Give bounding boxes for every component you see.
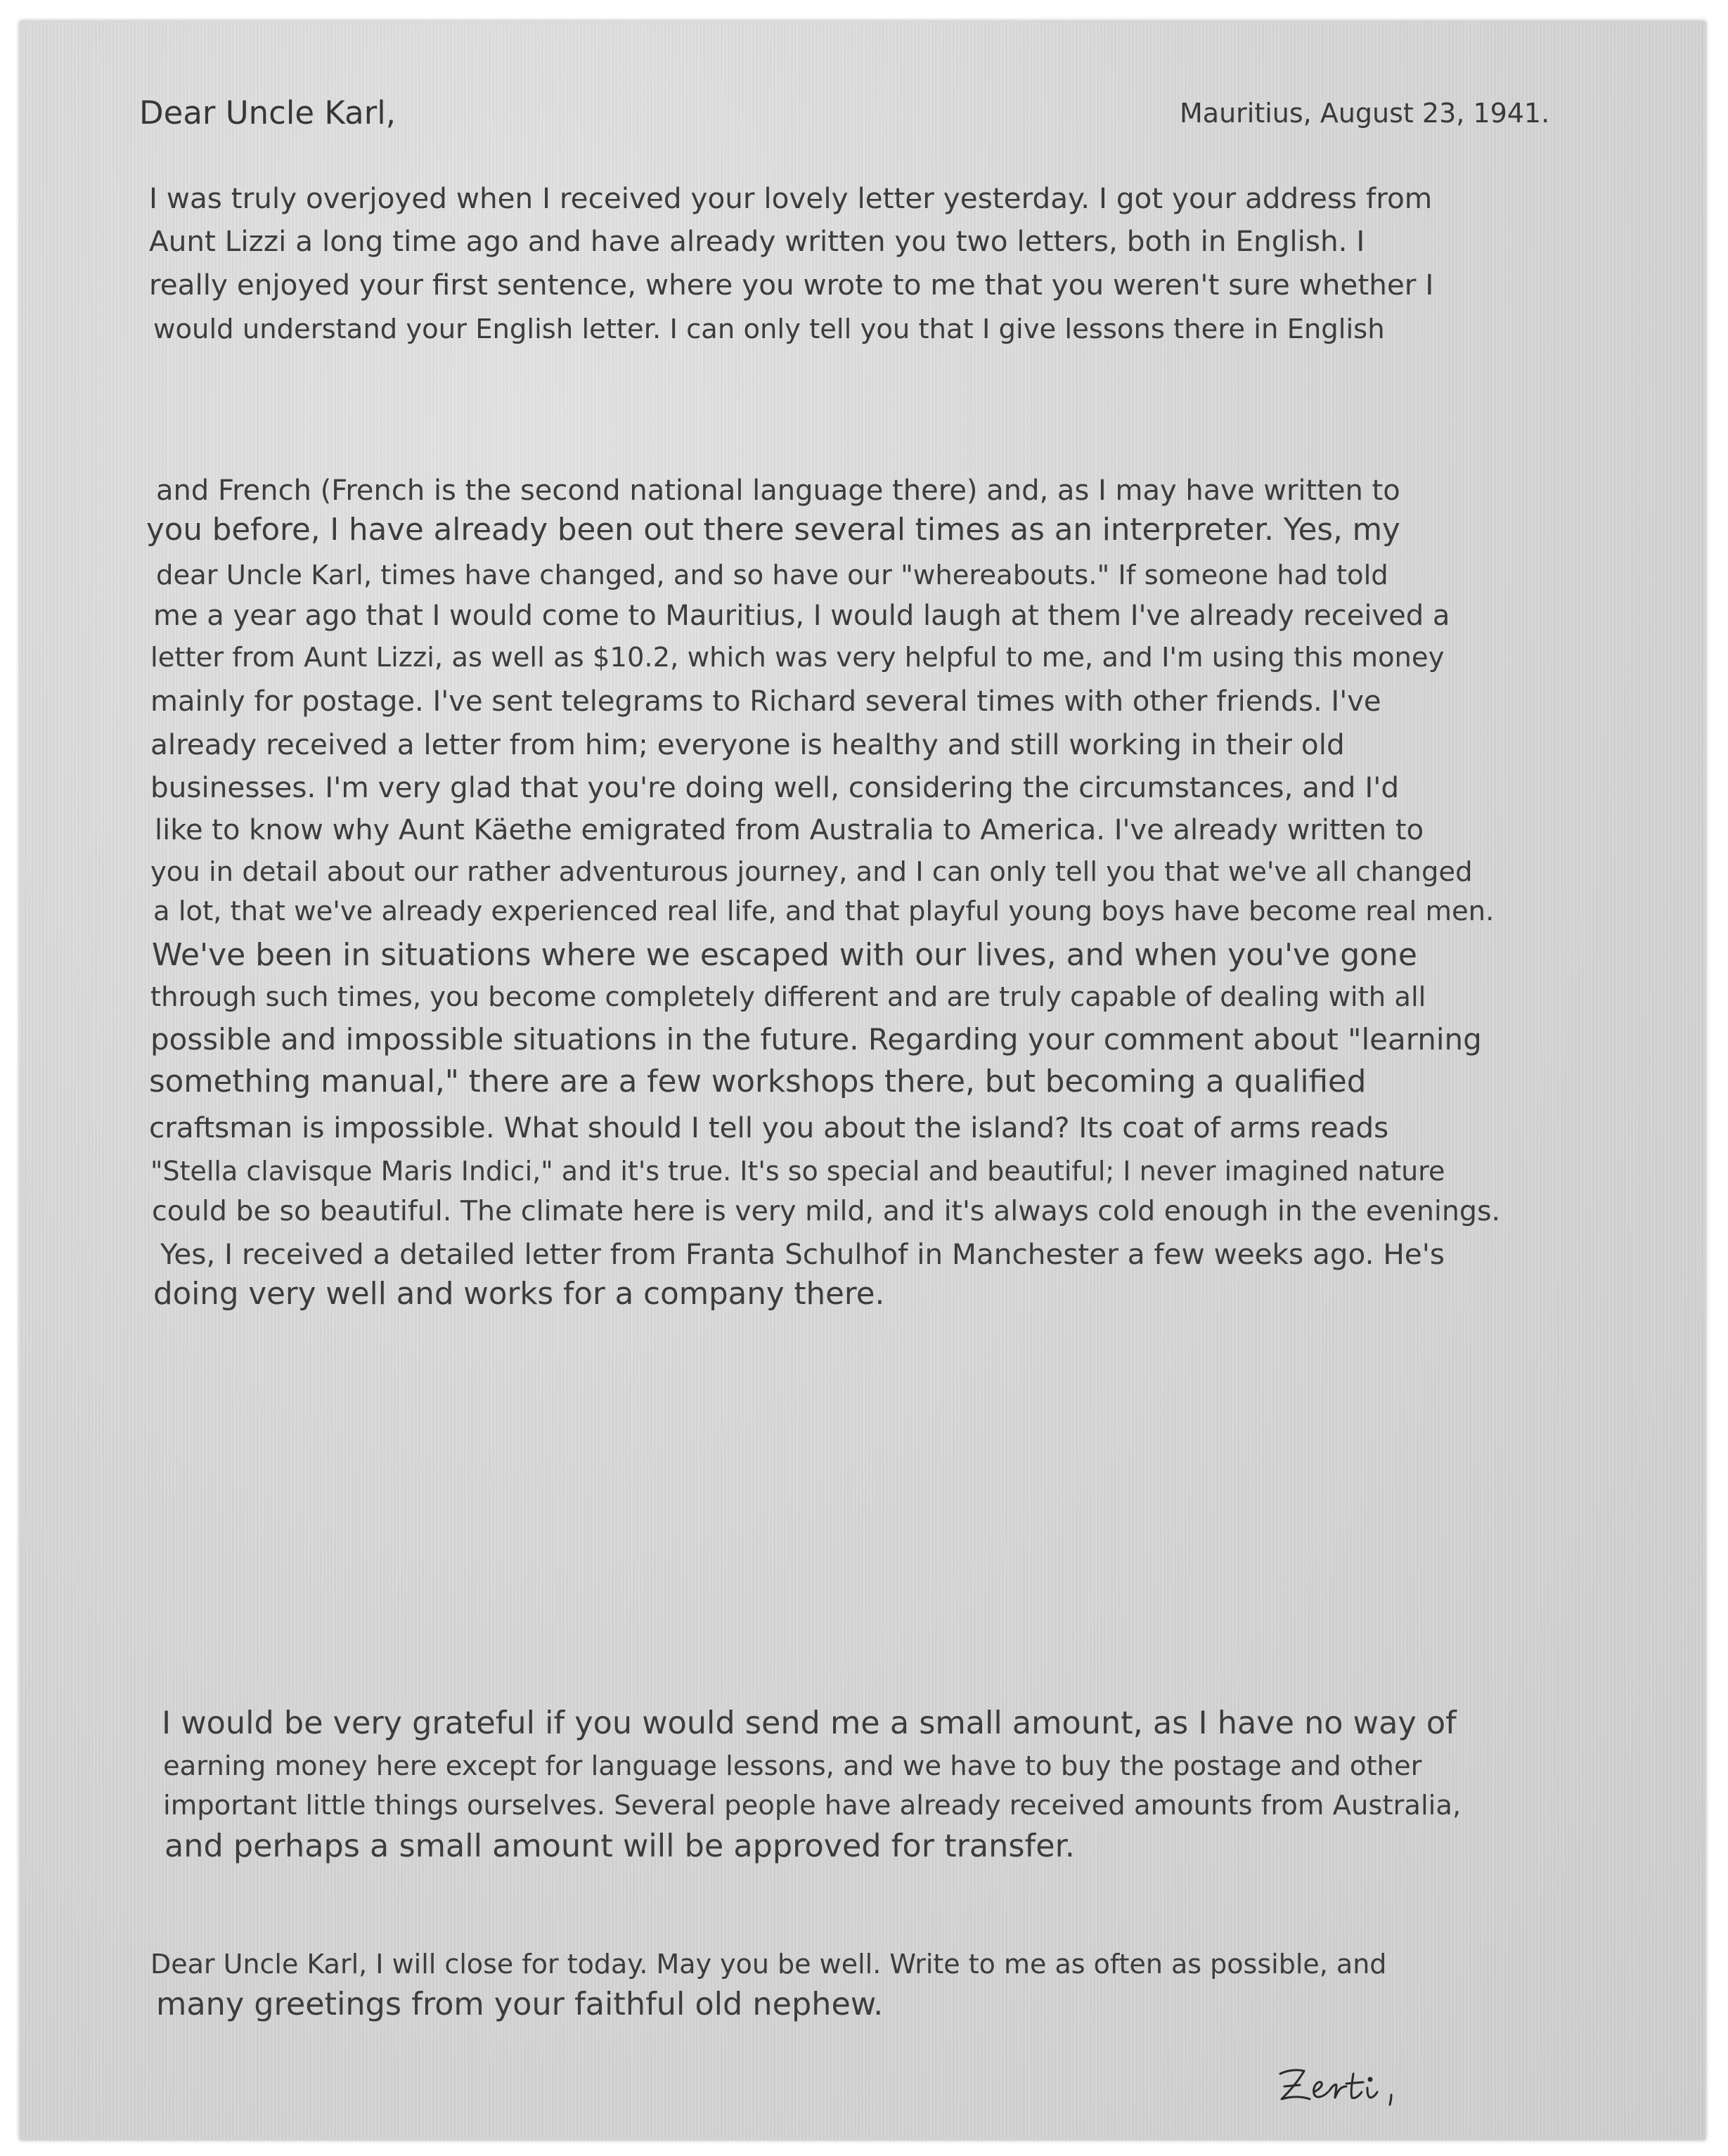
letter-line: We've been in situations where we escaped with our lives, and when you've gone: [152, 937, 1418, 973]
letter-line: Dear Uncle Karl, I will close for today. May you be well. Write to me as often as possible, and: [150, 1949, 1387, 1980]
letter-line: I would be very grateful if you would send me a small amount, as I have no way of: [162, 1705, 1457, 1741]
letter-line: you in detail about our rather adventurous journey, and I can only tell you that we've all changed: [150, 856, 1473, 888]
letter-line: "Stella clavisque Maris Indici," and it's true. It's so special and beautiful; I never imagined nature: [150, 1156, 1445, 1187]
letter-line: already received a letter from him; everyone is healthy and still working in their old: [150, 728, 1345, 761]
letter-line: I was truly overjoyed when I received your lovely letter yesterday. I got your address from: [149, 181, 1433, 215]
letter-line: would understand your English letter. I can only tell you that I give lessons there in English: [153, 314, 1385, 345]
letter-line: you before, I have already been out there several times as an interpreter. Yes, my: [146, 512, 1400, 548]
letter-page: [20, 21, 1706, 2140]
letter-line: really enjoyed your first sentence, where you wrote to me that you weren't sure whether I: [149, 268, 1434, 302]
letter-line: mainly for postage. I've sent telegrams to Richard several times with other friends. I've: [150, 685, 1381, 718]
letter-line: Aunt Lizzi a long time ago and have already written you two letters, both in English. I: [149, 224, 1365, 258]
handwritten-signature: [1268, 2053, 1478, 2116]
letter-line: a lot, that we've already experienced real life, and that playful young boys have become real men.: [153, 896, 1495, 927]
letter-line: could be so beautiful. The climate here is very mild, and it's always cold enough in the evenings.: [152, 1195, 1501, 1227]
letter-line: and French (French is the second national language there) and, as I may have written to: [156, 475, 1400, 507]
letter-line: earning money here except for language lessons, and we have to buy the postage and other: [163, 1750, 1422, 1782]
letter-line: businesses. I'm very glad that you're doing well, considering the circumstances, and I'd: [150, 770, 1400, 804]
letter-line: and perhaps a small amount will be approved for transfer.: [165, 1828, 1075, 1864]
letter-line: through such times, you become completely different and are truly capable of dealing with all: [150, 981, 1426, 1013]
letter-line: Yes, I received a detailed letter from Franta Schulhof in Manchester a few weeks ago. He's: [160, 1237, 1445, 1271]
place-date: Mauritius, August 23, 1941.: [1180, 98, 1550, 129]
letter-line: dear Uncle Karl, times have changed, and so have our "whereabouts." If someone had told: [156, 560, 1388, 591]
letter-line: letter from Aunt Lizzi, as well as $10.2, which was very helpful to me, and I'm using this money: [150, 642, 1445, 673]
letter-line: possible and impossible situations in the future. Regarding your comment about "learning: [150, 1022, 1482, 1057]
letter-line: me a year ago that I would come to Mauritius, I would laugh at them I've already received a: [153, 600, 1450, 632]
letter-line: something manual," there are a few workshops there, but becoming a qualified: [149, 1064, 1367, 1099]
letter-line: important little things ourselves. Several people have already received amounts from Australia,: [163, 1790, 1462, 1821]
letter-line: like to know why Aunt Käethe emigrated from Australia to America. I've already written to: [155, 814, 1424, 846]
letter-line: doing very well and works for a company there.: [153, 1277, 885, 1312]
letter-line: craftsman is impossible. What should I tell you about the island? Its coat of arms reads: [149, 1111, 1389, 1144]
salutation: Dear Uncle Karl,: [139, 94, 396, 131]
letter-line: many greetings from your faithful old nephew.: [156, 1987, 884, 2022]
